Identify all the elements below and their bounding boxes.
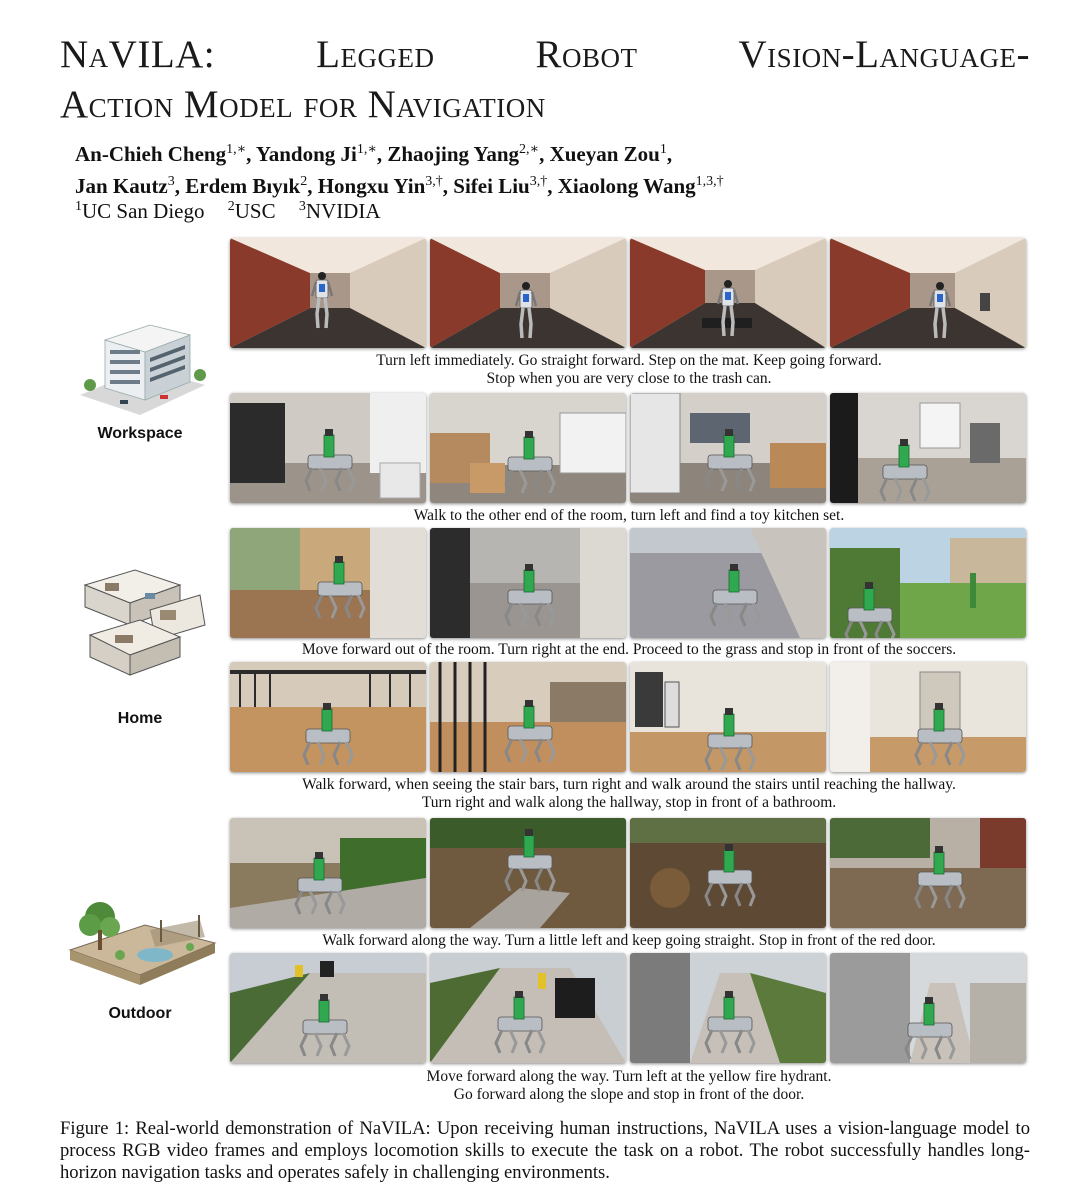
author-separator: , [442,174,454,198]
video-frame [830,818,1026,928]
video-frame [230,393,426,503]
author-name: Hongxu Yin [317,174,426,198]
author-separator: , [307,174,318,198]
instruction-caption [230,352,1028,388]
figure-caption: Figure 1: Real-world demonstration of NaVILA: Upon receiving human instructions, NaVILA uses a vision-language model to process RGB video frames and employs locomotion skills to execute the task on a robot. The robot successfully handles long-horizon navigation tasks and operates safely in challenging environments. [60,1118,1030,1183]
author-sup: 2,∗ [519,142,540,157]
author-sup: 1 [659,142,667,157]
author-sup: 3,† [529,174,548,189]
author-separator: , [246,142,256,166]
frame-row-4 [230,662,1028,772]
author-separator: , [666,142,673,166]
instruction-caption [230,1068,1028,1104]
title-line-2: Action Model for Navigation [60,83,546,126]
caption-line: Walk forward, when seeing the stair bars, turn right and walk around the stairs until reaching the hallway. [302,776,956,793]
author-sup: 1,∗ [226,142,247,157]
author-separator: , [376,142,388,166]
caption-line: Walk forward along the way. Turn a little left and keep going straight. Stop in front of the red door. [322,932,936,949]
video-frame [430,818,626,928]
frame-row-6 [230,953,1028,1063]
affil-name: USC [234,199,276,223]
video-frame [430,393,626,503]
author-name: Xueyan Zou [549,142,660,166]
section-label-home: Home [117,710,163,727]
affil-sup: 3 [298,199,306,214]
title-word: Vision-Language- [738,33,1030,76]
title-word: Legged [316,33,435,76]
author-name: Yandong Ji [255,142,357,166]
caption-line: Move forward along the way. Turn left at the yellow fire hydrant. [426,1068,832,1085]
office-building-illustration [60,300,220,420]
caption-line: Go forward along the slope and stop in front of the door. [453,1086,805,1103]
video-frame [430,528,626,638]
caption-line: Stop when you are very close to the trash can. [486,370,772,387]
author-sup: 3,† [425,174,443,189]
author-name: Sifei Liu [453,174,530,198]
video-frame [630,953,826,1063]
video-frame [630,528,826,638]
video-frame [230,818,426,928]
video-frame [230,662,426,772]
video-frame [830,662,1026,772]
garden-patio-illustration [60,885,220,1005]
author-sup: 3 [167,174,175,189]
caption-line: Turn left immediately. Go straight forward. Step on the mat. Keep going forward. [376,352,882,369]
video-frame [630,393,826,503]
author-separator: , [547,174,558,198]
title-word: Robot [535,33,638,76]
section-label-outdoor: Outdoor [108,1005,172,1022]
frame-row-2 [230,393,1028,503]
video-frame [830,528,1026,638]
video-frame [630,238,826,348]
author-line-1 [75,136,975,168]
paper-title [60,30,1030,130]
title-word: NaVILA: [60,33,216,76]
title-line-1 [60,30,1030,80]
instruction-caption [230,507,1028,525]
affiliation-list [75,193,381,225]
affil-name: NVIDIA [305,199,381,223]
author-separator: , [539,142,550,166]
author-sup: 1,∗ [356,142,377,157]
frame-row-3 [230,528,1028,638]
author-name: Zhaojing Yang [387,142,520,166]
caption-line: Turn right and walk along the hallway, stop in front of a bathroom. [421,794,837,811]
caption-line: Move forward out of the room. Turn right at the end. Proceed to the grass and stop in front of the soccers. [301,641,957,658]
instruction-caption [230,932,1028,950]
video-frame [430,953,626,1063]
video-frame [630,662,826,772]
house-floorplan-illustration [60,565,220,685]
frame-row-5 [230,818,1028,928]
affil-sup: 1 [75,199,82,214]
author-sup: 1,3,† [695,174,724,189]
video-frame [830,953,1026,1063]
affil-name: UC San Diego [82,199,205,223]
video-frame [230,528,426,638]
caption-line: Walk to the other end of the room, turn left and find a toy kitchen set. [413,507,845,524]
frame-row-1 [230,238,1028,348]
video-frame [430,662,626,772]
author-list [75,136,975,200]
video-frame [630,818,826,928]
author-name: Erdem Bıyık [185,174,301,198]
video-frame [230,953,426,1063]
instruction-caption [230,776,1028,812]
instruction-caption [230,641,1028,659]
video-frame [430,238,626,348]
video-frame [830,393,1026,503]
section-label-workspace: Workspace [97,425,183,442]
author-sup: 2 [300,174,308,189]
affil-sup: 2 [227,199,235,214]
author-name: An-Chieh Cheng [75,142,227,166]
author-separator: , [174,174,186,198]
video-frame [230,238,426,348]
author-name: Jan Kautz [75,174,168,198]
video-frame [830,238,1026,348]
author-name: Xiaolong Wang [557,174,696,198]
